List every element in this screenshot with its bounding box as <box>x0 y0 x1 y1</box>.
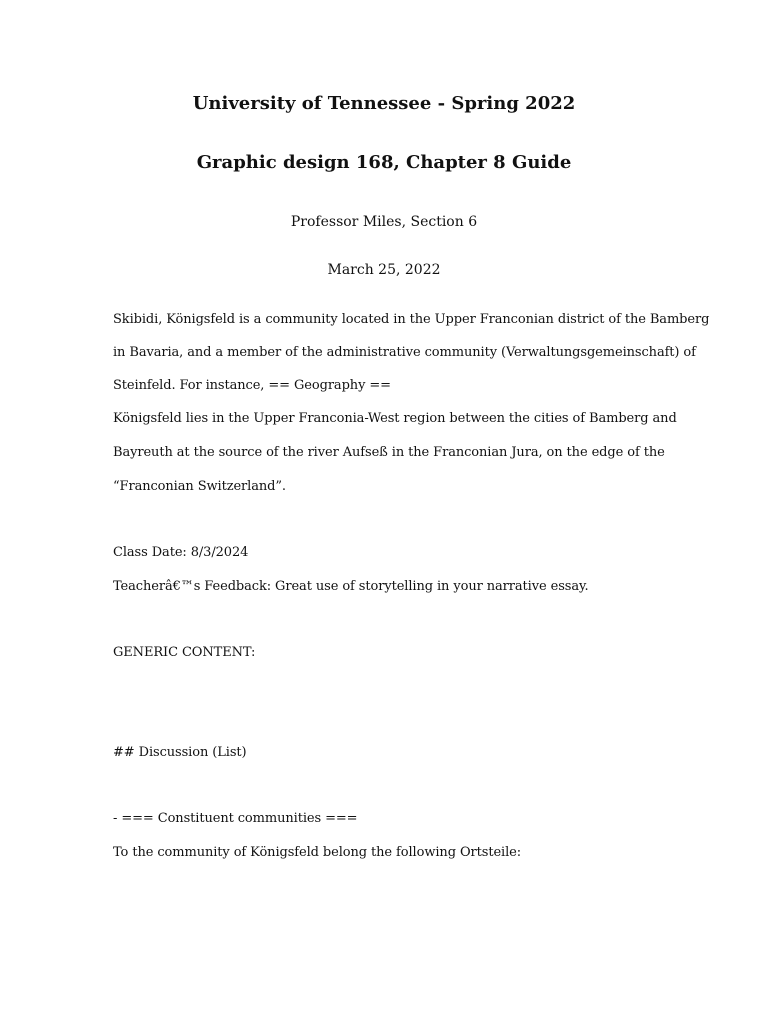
professor-line: Professor Miles, Section 6 <box>290 214 478 230</box>
class-date: Class Date: 8/3/2024 <box>113 545 249 560</box>
paragraph-line-6: “Franconian Switzerland”. <box>113 479 286 494</box>
paragraph-line-2: in Bavaria, and a member of the administrative community (Verwaltungsgemeinschaft) of <box>113 345 696 360</box>
generic-content-label: GENERIC CONTENT: <box>113 645 256 660</box>
paragraph-line-1: Skibidi, Königsfeld is a community located in the Upper Franconian district of the Bamberg <box>113 312 710 327</box>
ortsteile-line: To the community of Königsfeld belong the following Ortsteile: <box>113 845 522 860</box>
course-heading: Graphic design 168, Chapter 8 Guide <box>196 152 572 173</box>
date-line: March 25, 2022 <box>327 262 441 278</box>
teacher-feedback: Teacherâ€™s Feedback: Great use of storytelling in your narrative essay. <box>113 579 589 594</box>
paragraph-line-4: Königsfeld lies in the Upper Franconia-West region between the cities of Bamberg and <box>113 411 677 426</box>
discussion-heading: ## Discussion (List) <box>113 745 247 760</box>
university-heading: University of Tennessee - Spring 2022 <box>192 93 576 114</box>
constituent-communities-heading: - === Constituent communities === <box>113 811 358 826</box>
paragraph-line-5: Bayreuth at the source of the river Aufseß in the Franconian Jura, on the edge of the <box>113 445 665 460</box>
paragraph-line-3: Steinfeld. For instance, == Geography == <box>113 378 391 393</box>
